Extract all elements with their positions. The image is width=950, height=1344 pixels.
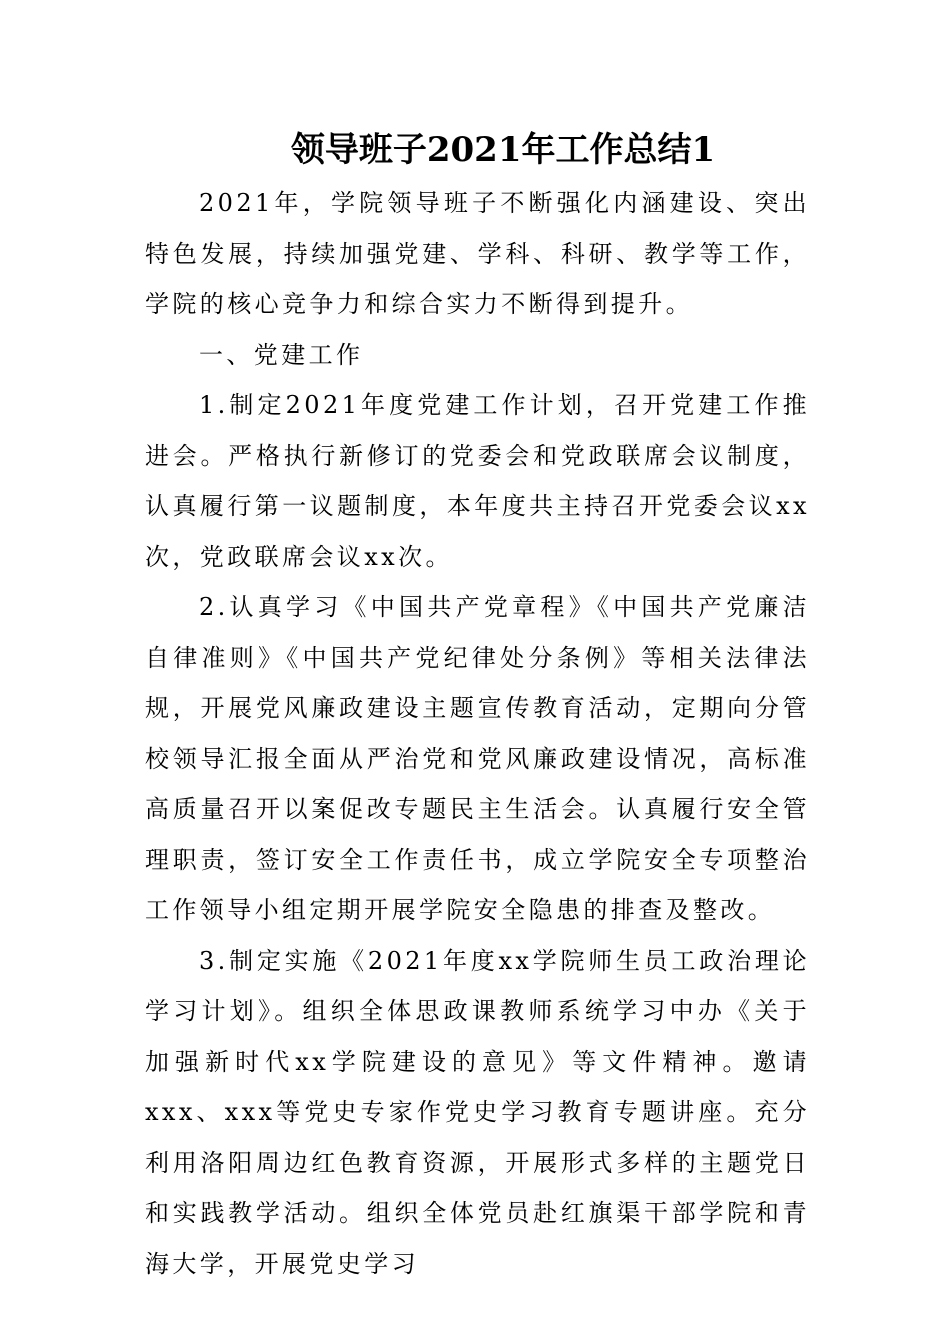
paragraph-intro: 2021年，学院领导班子不断强化内涵建设、突出特色发展，持续加强党建、学科、科研、教学等工作，学院的核心竞争力和综合实力不断得到提升。 (145, 189, 810, 318)
paragraph-item-2: 2.认真学习《中国共产党章程》《中国共产党廉洁自律准则》《中国共产党纪律处分条例》等相关法律法规，开展党风廉政建设主题宣传教育活动，定期向分管校领导汇报全面从严治党和党风廉政建设情况，高标准高质量召开以案促改专题民主生活会。认真履行安全管理职责，签订安全工作责任书，成立学院安全专项整治工作领导小组定期开展学院安全隐患的排查及整改。 (145, 593, 810, 924)
section-heading-party-building: 一、党建工作 (199, 340, 364, 369)
paragraph-item-3: 3.制定实施《2021年度xx学院师生员工政治理论学习计划》。组织全体思政课教师系统学习中办《关于加强新时代xx学院建设的意见》等文件精神。邀请xxx、xxx等党史专家作党史学习教育专题讲座。充分利用洛阳周边红色教育资源，开展形式多样的主题党日和实践教学活动。组织全体党员赴红旗渠干部学院和青海大学，开展党史学习 (145, 946, 810, 1278)
paragraph-item-1: 1.制定2021年度党建工作计划，召开党建工作推进会。严格执行新修订的党委会和党政联席会议制度，认真履行第一议题制度，本年度共主持召开党委会议xx次，党政联席会议xx次。 (145, 391, 810, 571)
document-body (145, 178, 810, 1289)
document-title: 领导班子2021年工作总结1 (290, 130, 716, 170)
